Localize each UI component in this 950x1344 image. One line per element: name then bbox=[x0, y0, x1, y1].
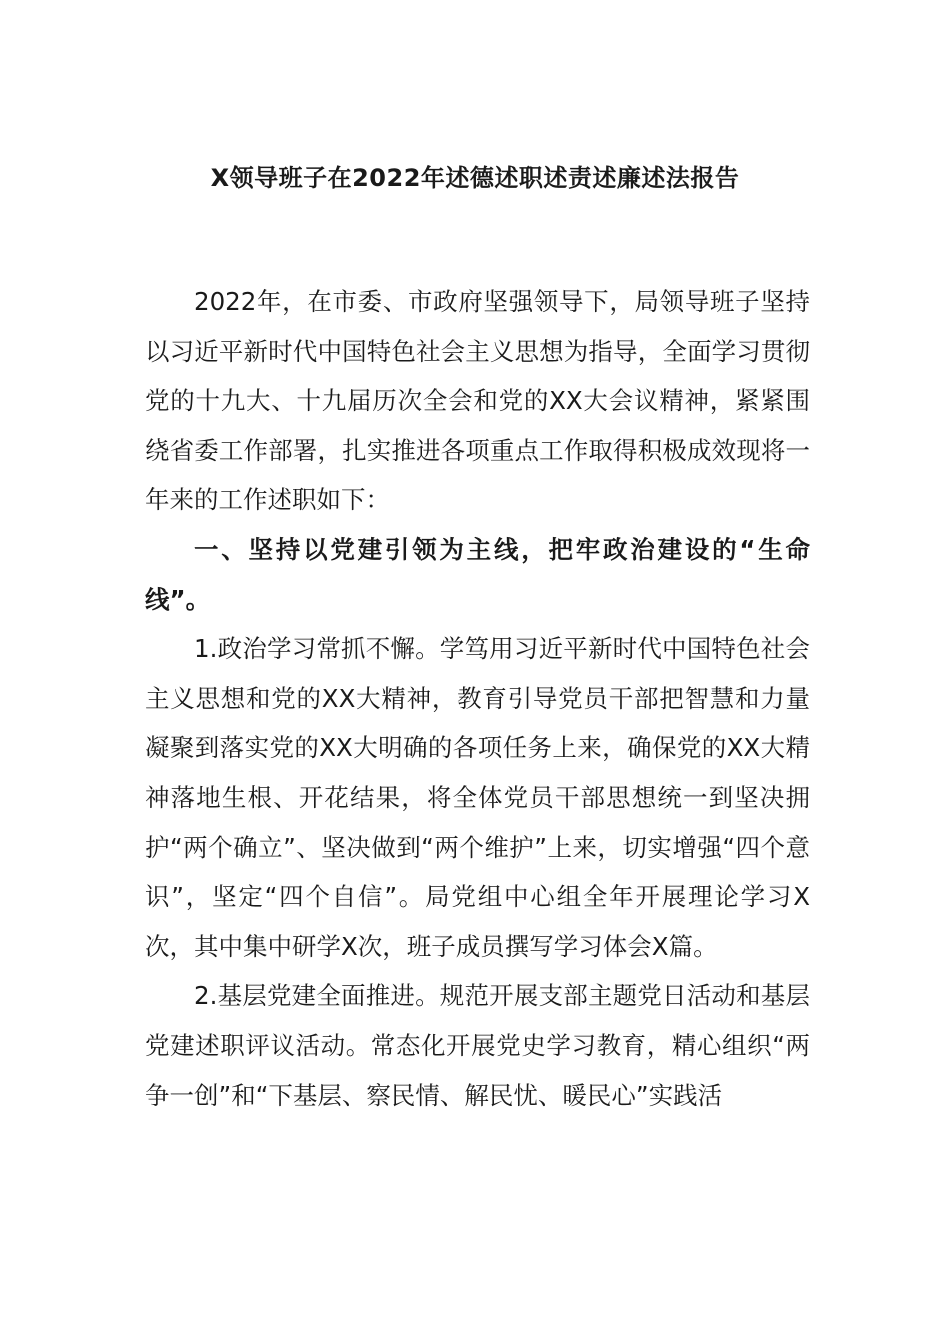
item-paragraph-2: 2.基层党建全面推进。规范开展支部主题党日活动和基层党建述职评议活动。常态化开展党史学习教育，精心组织“两争一创”和“下基层、察民情、解民忧、暖民心”实践活 bbox=[145, 981, 810, 1110]
section-heading-1: 一、坚持以党建引领为主线，把牢政治建设的“生命线”。 bbox=[145, 534, 810, 614]
item-paragraph-1: 1.政治学习常抓不懈。学笃用习近平新时代中国特色社会主义思想和党的XX大精神，教育引导党员干部把智慧和力量凝聚到落实党的XX大明确的各项任务上来，确保党的XX大精神落地生根、开花结果，将全体党员干部思想统一到坚决拥护“两个确立”、坚决做到“两个维护”上来，切实增强“四个意识”，坚定“四个自信”。局党组中心组全年开展理论学习X次，其中集中研学X次，班子成员撰写学习体会X篇。 bbox=[145, 634, 810, 961]
document-body bbox=[145, 277, 810, 1120]
document-title: X领导班子在2022年述德述职述责述廉述法报告 bbox=[210, 164, 740, 192]
intro-paragraph: 2022年，在市委、市政府坚强领导下，局领导班子坚持以习近平新时代中国特色社会主义思想为指导，全面学习贯彻党的十九大、十九届历次全会和党的XX大会议精神，紧紧围绕省委工作部署，扎实推进各项重点工作取得积极成效现将一年来的工作述职如下： bbox=[145, 287, 810, 515]
